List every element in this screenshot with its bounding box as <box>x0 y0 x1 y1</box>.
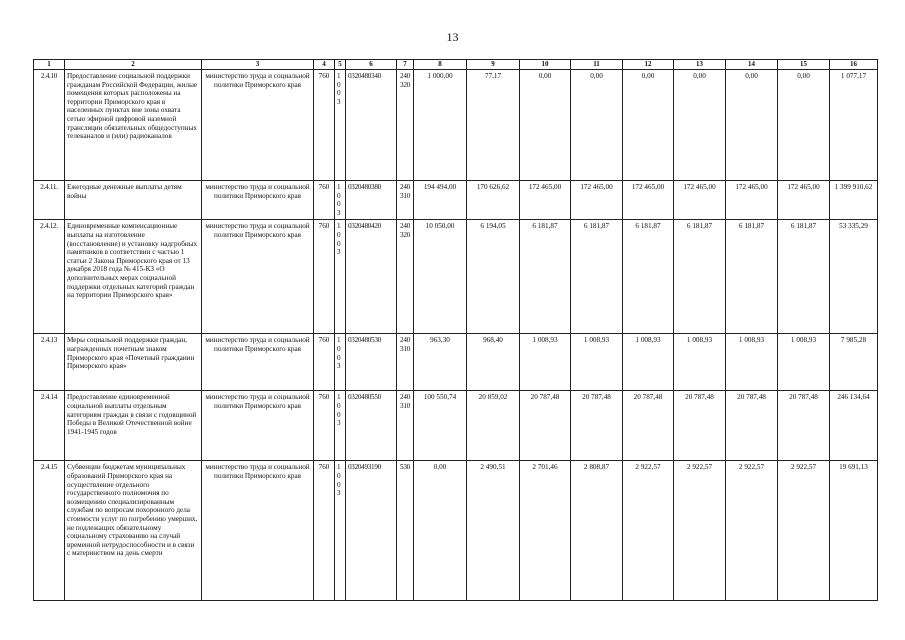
row-executor: министерство труда и социальной политики Приморского края <box>202 461 314 601</box>
row-expense-type: 530 <box>397 461 414 601</box>
row-value-col10: 1 008,93 <box>520 334 571 391</box>
row-grbs-code: 760 <box>314 70 335 181</box>
page-number: 13 <box>446 30 459 44</box>
row-grbs-code: 760 <box>314 181 335 220</box>
column-header-16: 16 <box>830 60 878 70</box>
row-value-col15: 20 787,48 <box>778 391 830 461</box>
row-value-col9: 170 626,62 <box>467 181 520 220</box>
row-section-code: 1003 <box>335 391 346 461</box>
row-value-col9: 2 490,51 <box>467 461 520 601</box>
column-header-3: 3 <box>202 60 314 70</box>
row-value-col14: 172 465,00 <box>726 181 778 220</box>
row-description: Меры социальной поддержки граждан, награжденных почетным знаком Приморского края «Почетный гражданин Приморского края» <box>65 334 202 391</box>
row-value-col13: 2 922,57 <box>674 461 726 601</box>
row-number: 2.4.11. <box>34 181 65 220</box>
row-value-col14: 6 181,87 <box>726 220 778 334</box>
column-header-4: 4 <box>314 60 335 70</box>
row-value-col15: 1 008,93 <box>778 334 830 391</box>
row-expense-type: 240 310 <box>397 334 414 391</box>
row-section-code: 1003 <box>335 461 346 601</box>
row-value-col16: 246 134,64 <box>830 391 878 461</box>
row-description: Единовременные компенсационные выплаты на изготовление (восстановление) и установку надгробных памятников в соответствии с частью 1 статьи 2 Закона Приморского края от 13 декабря 2018 года № 415-КЗ «О дополнительных мерах социальной поддержки отдельных категорий граждан на территории Приморского края» <box>65 220 202 334</box>
row-value-col13: 6 181,87 <box>674 220 726 334</box>
row-description: Предоставление социальной поддержки гражданам Российской Федерации, жилые помещения которых расположены на территории Приморского края в населенных пунктах вне зоны охвата сетью эфирной цифровой наземной трансляции обязательных общедоступных телеканалов и (или) радиоканалов <box>65 70 202 181</box>
row-value-col14: 2 922,57 <box>726 461 778 601</box>
row-executor: министерство труда и социальной политики Приморского края <box>202 220 314 334</box>
column-header-15: 15 <box>778 60 830 70</box>
column-header-7: 7 <box>397 60 414 70</box>
row-value-col9: 77,17 <box>467 70 520 181</box>
row-number: 2.4.15 <box>34 461 65 601</box>
row-section-code: 1003 <box>335 334 346 391</box>
column-header-1: 1 <box>34 60 65 70</box>
row-value-col11: 2 808,87 <box>571 461 623 601</box>
row-grbs-code: 760 <box>314 461 335 601</box>
row-target-code: 0320480380 <box>346 181 397 220</box>
column-header-8: 8 <box>414 60 467 70</box>
row-value-col11: 172 465,00 <box>571 181 623 220</box>
row-executor: министерство труда и социальной политики Приморского края <box>202 181 314 220</box>
column-header-5: 5 <box>335 60 346 70</box>
row-value-col15: 2 922,57 <box>778 461 830 601</box>
row-value-col13: 20 787,48 <box>674 391 726 461</box>
row-value-col10: 0,00 <box>520 70 571 181</box>
row-value-col13: 172 465,00 <box>674 181 726 220</box>
row-value-col11: 6 181,87 <box>571 220 623 334</box>
row-target-code: 0320480420 <box>346 220 397 334</box>
table-row <box>34 70 878 181</box>
row-number: 2.4.12. <box>34 220 65 334</box>
row-expense-type: 240 320 <box>397 70 414 181</box>
row-value-col8: 10 050,00 <box>414 220 467 334</box>
row-expense-type: 240 310 <box>397 181 414 220</box>
row-target-code: 0320493190 <box>346 461 397 601</box>
row-value-col12: 20 787,48 <box>623 391 674 461</box>
row-value-col10: 172 465,00 <box>520 181 571 220</box>
row-value-col12: 1 008,93 <box>623 334 674 391</box>
row-target-code: 0320480340 <box>346 70 397 181</box>
row-value-col11: 0,00 <box>571 70 623 181</box>
row-value-col13: 0,00 <box>674 70 726 181</box>
row-grbs-code: 760 <box>314 391 335 461</box>
row-executor: министерство труда и социальной политики Приморского края <box>202 334 314 391</box>
row-section-code: 1003 <box>335 220 346 334</box>
column-header-12: 12 <box>623 60 674 70</box>
row-value-col8: 100 550,74 <box>414 391 467 461</box>
table-row <box>34 220 878 334</box>
row-value-col13: 1 008,93 <box>674 334 726 391</box>
row-value-col8: 194 494,00 <box>414 181 467 220</box>
row-value-col15: 6 181,87 <box>778 220 830 334</box>
row-value-col16: 19 691,13 <box>830 461 878 601</box>
row-grbs-code: 760 <box>314 334 335 391</box>
row-value-col12: 172 465,00 <box>623 181 674 220</box>
row-value-col14: 20 787,48 <box>726 391 778 461</box>
row-number: 2.4.10 <box>34 70 65 181</box>
row-value-col14: 0,00 <box>726 70 778 181</box>
row-value-col9: 6 194,05 <box>467 220 520 334</box>
row-value-col11: 1 008,93 <box>571 334 623 391</box>
row-value-col15: 0,00 <box>778 70 830 181</box>
row-description: Ежегодные денежные выплаты детям войны <box>65 181 202 220</box>
row-value-col9: 20 859,02 <box>467 391 520 461</box>
header-row <box>34 60 878 70</box>
table-row <box>34 461 878 601</box>
column-header-2: 2 <box>65 60 202 70</box>
table-row <box>34 334 878 391</box>
column-header-10: 10 <box>520 60 571 70</box>
row-value-col10: 20 787,48 <box>520 391 571 461</box>
row-value-col14: 1 008,93 <box>726 334 778 391</box>
column-header-9: 9 <box>467 60 520 70</box>
row-value-col16: 53 335,29 <box>830 220 878 334</box>
table-row <box>34 391 878 461</box>
row-value-col11: 20 787,48 <box>571 391 623 461</box>
row-number: 2.4.14 <box>34 391 65 461</box>
row-value-col8: 963,30 <box>414 334 467 391</box>
row-value-col9: 968,40 <box>467 334 520 391</box>
row-executor: министерство труда и социальной политики Приморского края <box>202 70 314 181</box>
row-target-code: 0320480550 <box>346 391 397 461</box>
row-value-col8: 1 000,00 <box>414 70 467 181</box>
row-description: Субвенции бюджетам муниципальных образований Приморского края на осуществление отдельного государственного полномочия по возмещению специализированным службам по вопросам похоронного дела стоимости услуг по погребению умерших, не подлежащих обязательному социальному страхованию на случай временной нетрудоспособности и в связи с материнством на день смерти <box>65 461 202 601</box>
row-description: Предоставление единовременной социальной выплаты отдельным категориям граждан в связи с годовщиной Победы в Великой Отечественной войне 1941-1945 годов <box>65 391 202 461</box>
row-number: 2.4.13 <box>34 334 65 391</box>
row-executor: министерство труда и социальной политики Приморского края <box>202 391 314 461</box>
row-value-col8: 0,00 <box>414 461 467 601</box>
row-section-code: 1003 <box>335 70 346 181</box>
row-value-col10: 6 181,87 <box>520 220 571 334</box>
row-grbs-code: 760 <box>314 220 335 334</box>
row-value-col16: 1 077,17 <box>830 70 878 181</box>
budget-table <box>33 59 878 601</box>
row-expense-type: 240 320 <box>397 220 414 334</box>
row-target-code: 0320480530 <box>346 334 397 391</box>
row-value-col16: 7 985,28 <box>830 334 878 391</box>
row-section-code: 1003 <box>335 181 346 220</box>
column-header-13: 13 <box>674 60 726 70</box>
row-value-col10: 2 701,46 <box>520 461 571 601</box>
row-value-col15: 172 465,00 <box>778 181 830 220</box>
row-value-col12: 2 922,57 <box>623 461 674 601</box>
column-header-14: 14 <box>726 60 778 70</box>
table-row <box>34 181 878 220</box>
row-value-col12: 6 181,87 <box>623 220 674 334</box>
column-header-11: 11 <box>571 60 623 70</box>
row-expense-type: 240 310 <box>397 391 414 461</box>
column-header-6: 6 <box>346 60 397 70</box>
row-value-col16: 1 399 910,62 <box>830 181 878 220</box>
row-value-col12: 0,00 <box>623 70 674 181</box>
